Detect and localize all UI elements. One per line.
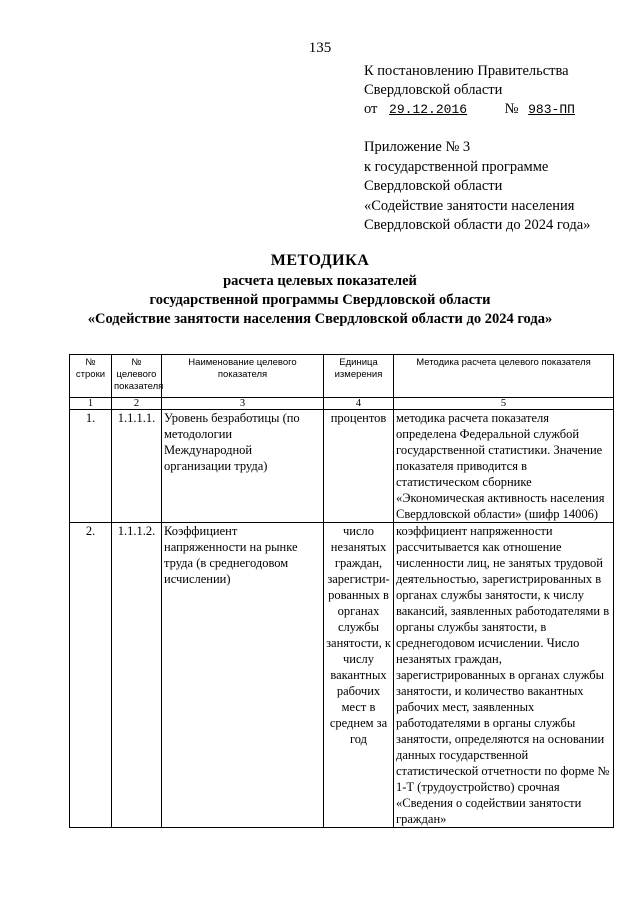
title-line-1: расчета целевых показателей (223, 273, 417, 289)
column-number: 3 (162, 398, 324, 410)
table-row (70, 523, 614, 828)
row-number: 1. (70, 410, 112, 523)
indicator-method: коэффициент напряженности рассчитывается как отношение численности лиц, не занятых трудовой деятельностью, зарегистрированных в органах службы занятости, к числу вакансий, заявленных работодателями в органы службы занятости, в среднегодовом исчислении. Число незанятых граждан, зарегистрированных в органах службы занятости, и количество вакантных рабочих мест, заявленных работодателями в органы службы занятости, определяются на основании данных государственной статистической отчетности по форме № 1-Т (трудоустройство) срочная «Сведения о содействии занятости граждан» (394, 523, 614, 828)
indicator-unit: процентов (324, 410, 394, 523)
header-target-number: № целевого показателя (112, 355, 162, 398)
appendix-line-3: Свердловской области (364, 178, 503, 194)
resolution-line-1: К постановлению Правительства (364, 63, 569, 79)
date-prefix: от (364, 101, 378, 117)
appendix-line-1: Приложение № 3 (364, 139, 471, 155)
row-number: 2. (70, 523, 112, 828)
table-header-row (70, 355, 614, 398)
resolution-reference (364, 62, 634, 119)
title-main: МЕТОДИКА (270, 252, 370, 269)
indicator-code: 1.1.1.1. (112, 410, 162, 523)
appendix-reference (364, 138, 634, 236)
indicator-name: Уровень безработицы (по методологии Международной организации труда) (162, 410, 324, 523)
table-row (70, 410, 614, 523)
column-number: 2 (112, 398, 162, 410)
header-method: Методика расчета целевого показателя (394, 355, 614, 398)
header-indicator-name: Наименование целевого показателя (162, 355, 324, 398)
document-title (0, 252, 640, 329)
page-number: 135 (308, 40, 332, 56)
resolution-line-2: Свердловской области (364, 82, 503, 98)
indicator-name: Коэффициент напряженности на рынке труда (в среднегодовом исчислении) (162, 523, 324, 828)
appendix-line-5: Свердловской области до 2024 года» (364, 217, 591, 233)
column-number: 4 (324, 398, 394, 410)
resolution-date-line (364, 100, 634, 119)
resolution-number: 983-ПП (528, 102, 575, 117)
resolution-date: 29.12.2016 (389, 102, 468, 117)
appendix-line-2: к государственной программе (364, 158, 549, 175)
title-line-2: государственной программы Свердловской области (149, 292, 491, 308)
header-unit: Единица измерения (324, 355, 394, 398)
number-prefix: № (504, 101, 519, 117)
indicator-code: 1.1.1.2. (112, 523, 162, 828)
column-number-row (70, 398, 614, 410)
indicator-method: методика расчета показателя определена Федеральной службой государственной статистики. Значение показателя приводится в статистическом сборнике «Экономическая активность населения Свердловской области» (шифр 14006) (394, 410, 614, 523)
indicator-unit: число незанятых граждан, зарегистри-рованных в органах службы занятости, к числу вакантных рабочих мест в среднем за год (324, 523, 394, 828)
column-number: 5 (394, 398, 614, 410)
header-row-number: № строки (70, 355, 112, 398)
appendix-line-4: «Содействие занятости населения (364, 197, 575, 214)
column-number: 1 (70, 398, 112, 410)
methodology-table (69, 354, 614, 828)
title-line-3: «Содействие занятости населения Свердловской области до 2024 года» (87, 311, 553, 327)
